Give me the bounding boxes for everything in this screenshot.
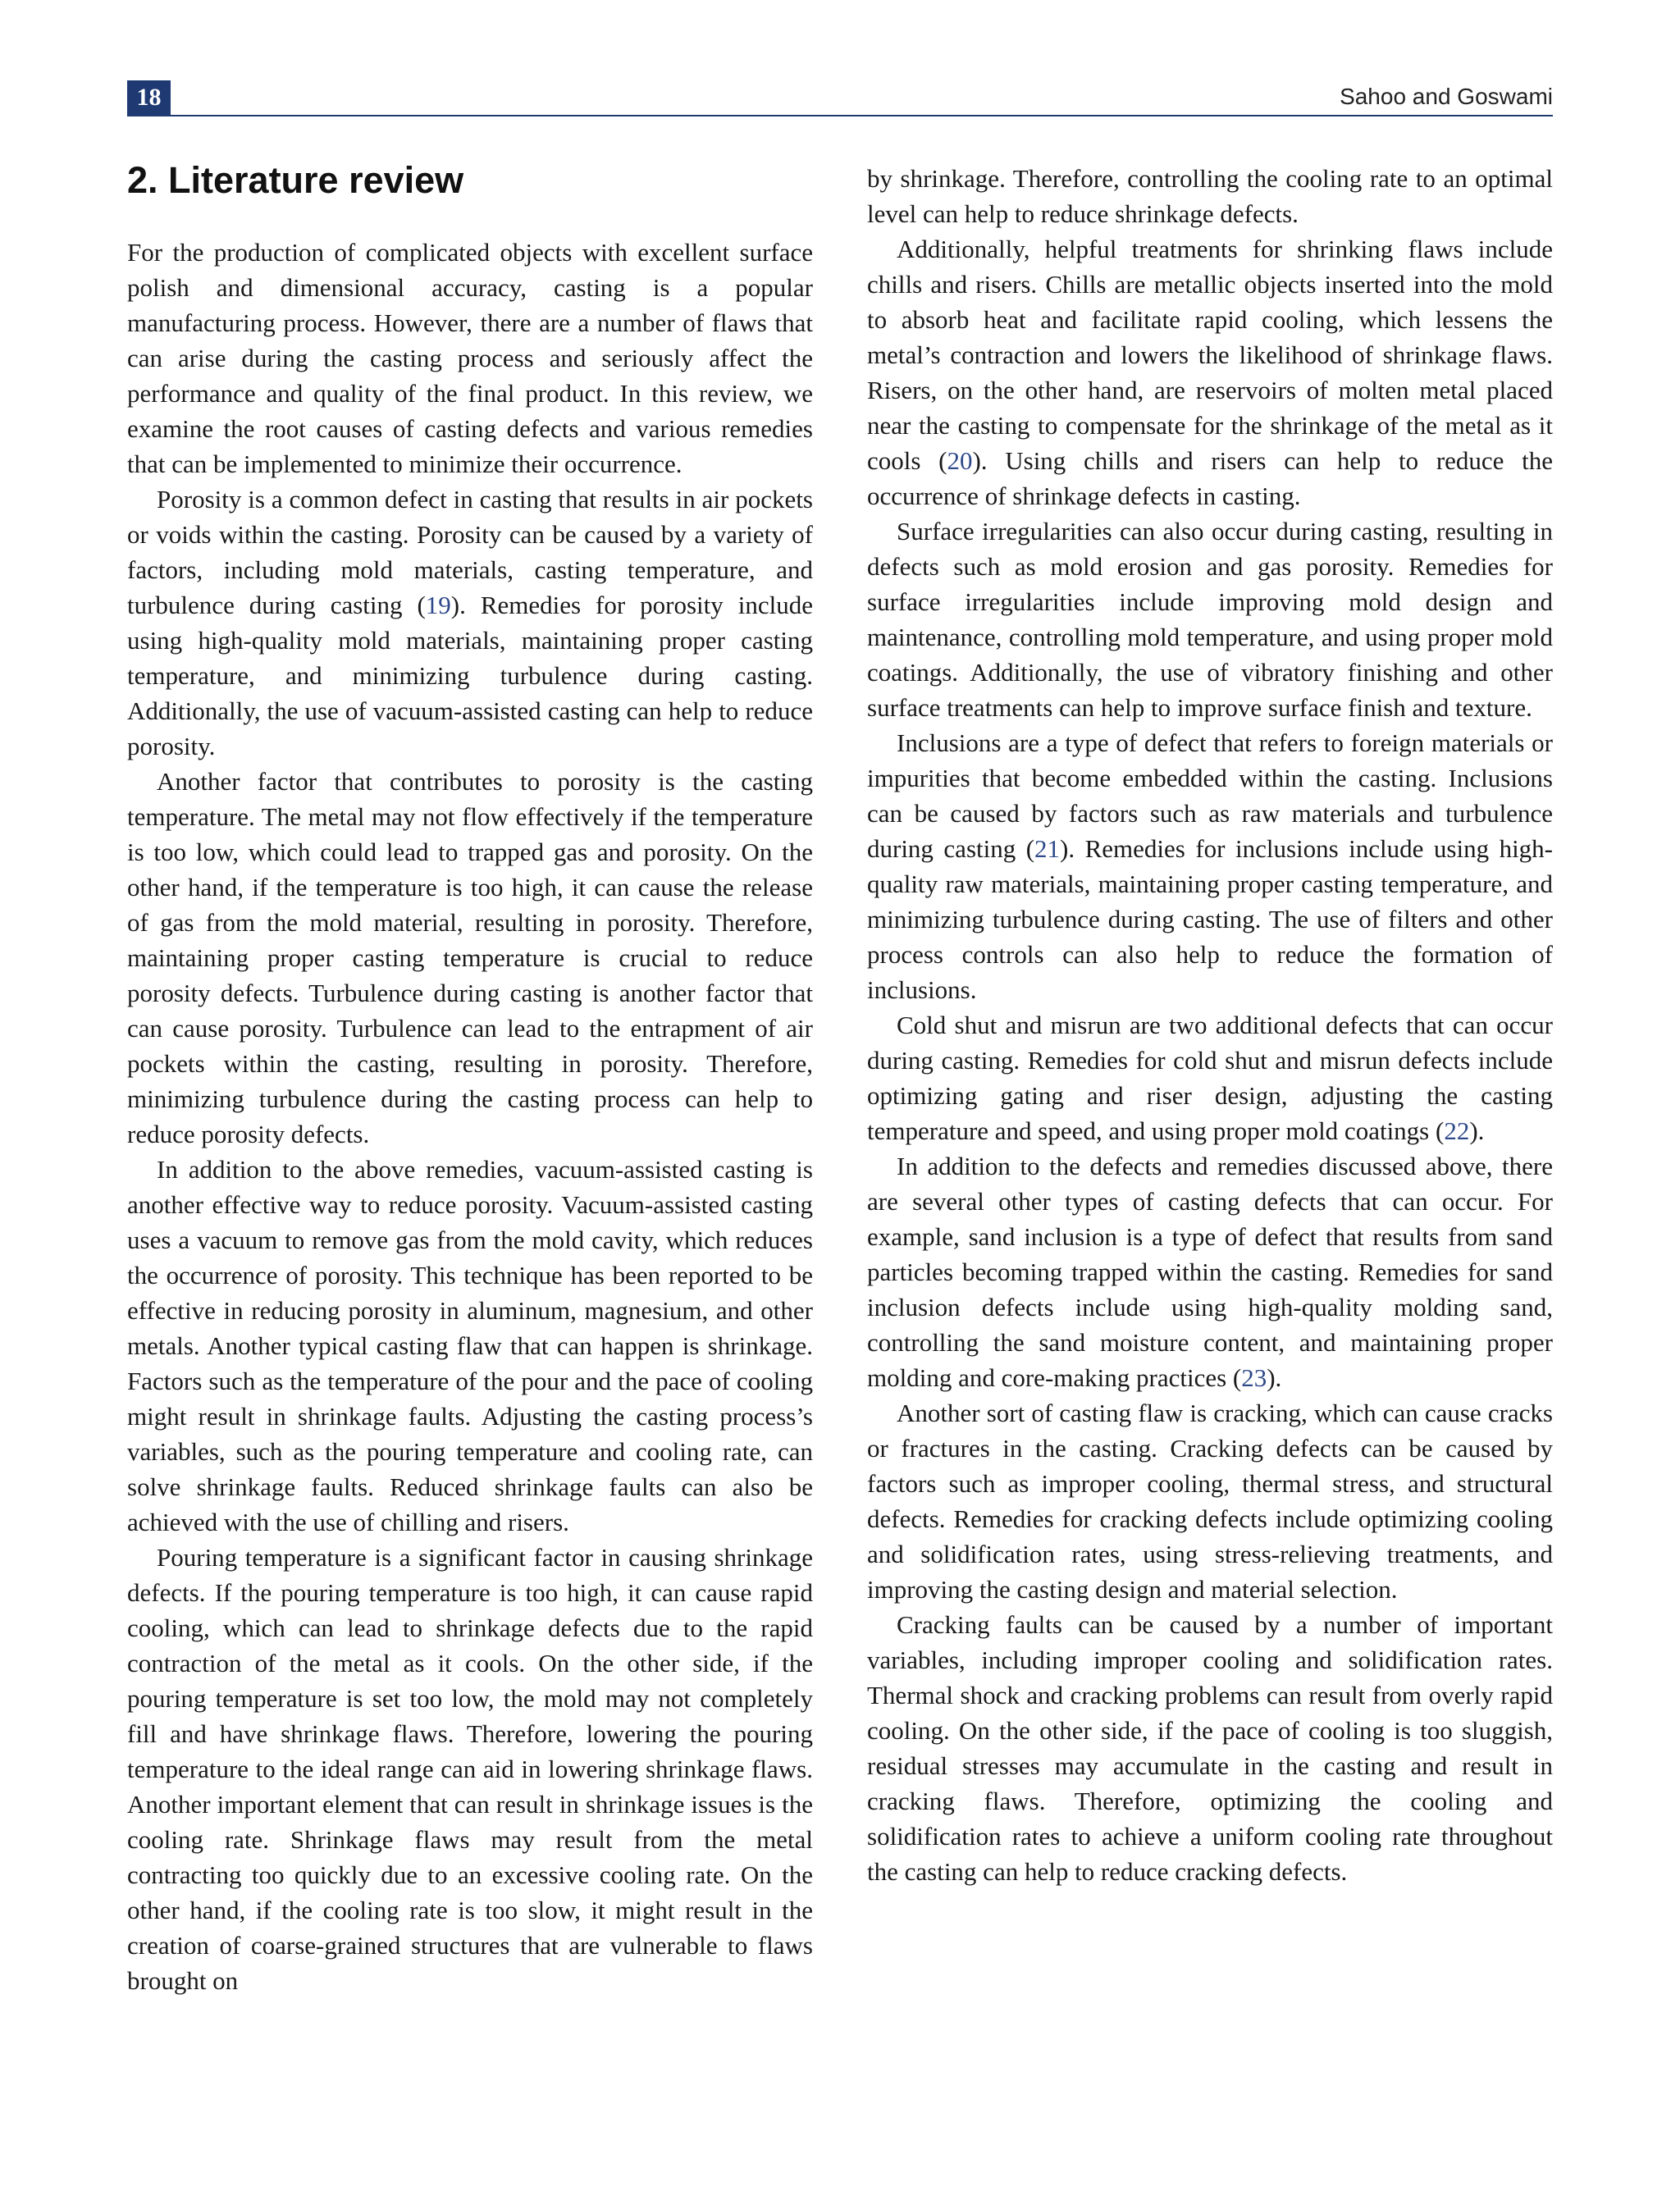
header-rule	[127, 115, 1553, 116]
paragraph: Pouring temperature is a significant factor in causing shrinkage defects. If the pouring temperature is too high, it can cause rapid cooling, which can lead to shrinkage defects due to the rapid contraction of the metal as it cools. On the other side, if the pouring temperature is set too low, the mold may not completely fill and have shrinkage flaws. Therefore, lowering the pouring temperature to the ideal range can aid in lowering shrinkage flaws. Another important element that can result in shrinkage issues is the cooling rate. Shrinkage flaws may result from the metal contracting too quickly due to an excessive cooling rate. On the other hand, if the cooling rate is too slow, it might result in the creation of coarse-grained structures that are vulnerable to flaws brought on	[127, 1543, 813, 1995]
paragraph	[867, 1007, 1553, 1148]
paragraph-text: In addition to the defects and remedies discussed above, there are several other types of casting defects that can occur. For example, sand inclusion is a type of defect that results from sand particles becoming trapped within the casting. Remedies for sand inclusion defects include using high-quality molding sand, controlling the sand moisture content, and maintaining proper molding and core-making practices (	[867, 1152, 1553, 1392]
citation-link[interactable]: 21	[1034, 834, 1061, 863]
paragraph: For the production of complicated objects with excellent surface polish and dimensional accuracy, casting is a popular manufacturing process. However, there are a number of flaws that can arise during the casting process and seriously affect the performance and quality of the final product. In this review, we examine the root causes of casting defects and various remedies that can be implemented to minimize their occurrence.	[127, 238, 813, 478]
paragraph: by shrinkage. Therefore, controlling the cooling rate to an optimal level can help to reduce shrinkage defects.	[867, 164, 1553, 228]
left-column	[127, 161, 813, 1998]
paragraph	[867, 231, 1553, 513]
paragraph-text: ). Remedies for inclusions include using high-quality raw materials, maintaining proper casting temperature, and minimizing turbulence during casting. The use of filters and other process controls can also help to reduce the formation of inclusions.	[867, 834, 1553, 1004]
paragraph-text: ). Using chills and risers can help to reduce the occurrence of shrinkage defects in casting.	[867, 446, 1553, 510]
paragraph-text: Additionally, helpful treatments for shrinking flaws include chills and risers. Chills are metallic objects inserted into the mold to absorb heat and facilitate rapid cooling, which lessens the metal’s contraction and lowers the likelihood of shrinkage flaws. Risers, on the other hand, are reservoirs of molten metal placed near the casting to compensate for the shrinkage of the metal as it cools (	[867, 235, 1553, 475]
paragraph-text: Cold shut and misrun are two additional defects that can occur during casting. Remedies for cold shut and misrun defects include optimizing gating and riser design, adjusting the casting temperature and speed, and using proper mold coatings (	[867, 1011, 1553, 1145]
citation-link[interactable]: 20	[947, 446, 973, 475]
paragraph	[867, 1148, 1553, 1395]
citation-link[interactable]: 19	[425, 591, 451, 619]
page-number: 18	[127, 80, 171, 115]
paragraph	[867, 725, 1553, 1007]
paragraph-text: ).	[1469, 1116, 1485, 1145]
paragraph: In addition to the above remedies, vacuum-assisted casting is another effective way to reduce porosity. Vacuum-assisted casting uses a vacuum to remove gas from the mold cavity, which reduces the occurrence of porosity. This technique has been reported to be effective in reducing porosity in aluminum, magnesium, and other metals. Another typical casting flaw that can happen is shrinkage. Factors such as the temperature of the pour and the pace of cooling might result in shrinkage faults. Adjusting the casting process’s variables, such as the pouring temperature and cooling rate, can solve shrinkage faults. Reduced shrinkage faults can also be achieved with the use of chilling and risers.	[127, 1155, 813, 1536]
paragraph-text: Inclusions are a type of defect that refers to foreign materials or impurities that become embedded within the casting. Inclusions can be caused by factors such as raw materials and turbulence during casting (	[867, 728, 1553, 863]
section-heading: 2. Literature review	[127, 159, 464, 201]
paragraph-text: ). Remedies for porosity include using high-quality mold materials, maintaining proper casting temperature, and minimizing turbulence during casting. Additionally, the use of vacuum-assisted casting can help to reduce porosity.	[127, 591, 813, 760]
right-column	[867, 161, 1553, 1889]
paragraph: Cracking faults can be caused by a number of important variables, including improper cooling and solidification rates. Thermal shock and cracking problems can result from overly rapid cooling. On the other side, if the pace of cooling is too sluggish, residual stresses may accumulate in the casting and result in cracking flaws. Therefore, optimizing the cooling and solidification rates to achieve a uniform cooling rate throughout the casting can help to reduce cracking defects.	[867, 1610, 1553, 1886]
paragraph: Surface irregularities can also occur during casting, resulting in defects such as mold erosion and gas porosity. Remedies for surface irregularities include improving mold design and maintenance, controlling mold temperature, and using proper mold coatings. Additionally, the use of vibratory finishing and other surface treatments can help to improve surface finish and texture.	[867, 517, 1553, 722]
paragraph: Another factor that contributes to porosity is the casting temperature. The metal may not flow effectively if the temperature is too low, which could lead to trapped gas and porosity. On the other hand, if the temperature is too high, it can cause the release of gas from the mold material, resulting in porosity. Therefore, maintaining proper casting temperature is crucial to reduce porosity defects. Turbulence during casting is another factor that can cause porosity. Turbulence can lead to the entrapment of air pockets within the casting, resulting in porosity. Therefore, minimizing turbulence during the casting process can help to reduce porosity defects.	[127, 767, 813, 1148]
paragraph-text: Porosity is a common defect in casting that results in air pockets or voids within the casting. Porosity can be caused by a variety of factors, including mold materials, casting temperature, and turbulence during casting (	[127, 485, 813, 619]
page-header	[127, 80, 1553, 116]
citation-link[interactable]: 22	[1444, 1116, 1470, 1145]
running-head: Sahoo and Goswami	[1340, 84, 1553, 109]
paragraph	[127, 482, 813, 764]
paragraph: Another sort of casting flaw is cracking, which can cause cracks or fractures in the casting. Cracking defects can be caused by factors such as improper cooling, thermal stress, and structural defects. Remedies for cracking defects include optimizing cooling and solidification rates, using stress-relieving treatments, and improving the casting design and material selection.	[867, 1399, 1553, 1604]
citation-link[interactable]: 23	[1241, 1363, 1267, 1392]
paragraph-text: ).	[1267, 1363, 1282, 1392]
